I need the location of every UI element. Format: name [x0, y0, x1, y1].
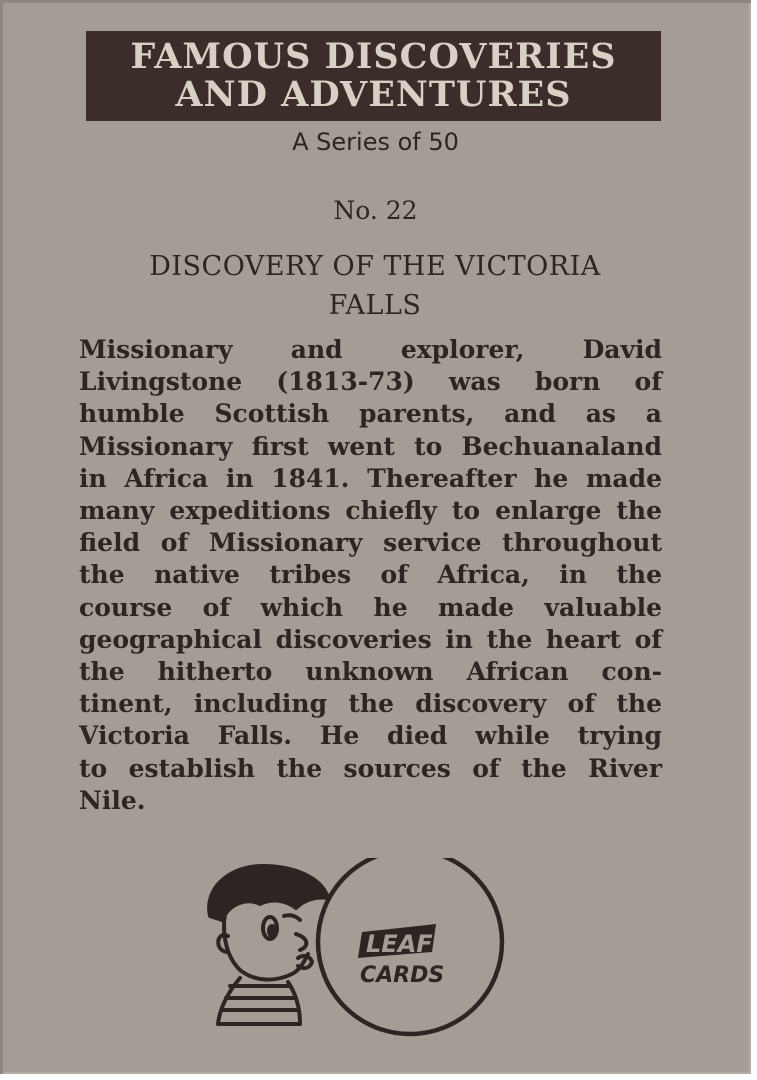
leaf-badge	[358, 924, 444, 988]
title-line-2: AND ADVENTURES	[175, 74, 572, 115]
body-line: geographical discoveries in the heart of	[79, 624, 662, 654]
body-line: the native tribes of Africa, in the	[79, 560, 662, 590]
logo-brand-leaf: LEAF	[366, 930, 433, 958]
body-line: humble Scottish parents, and as a	[79, 399, 662, 429]
body-line: Victoria Falls. He died while trying	[79, 721, 662, 751]
body-line: course of which he made valuable	[79, 592, 662, 622]
body-line: the hitherto unknown African con-	[79, 657, 662, 687]
body-line: Missionary and explorer, David	[79, 335, 662, 364]
card-number: No. 22	[333, 196, 418, 225]
title-line-1: FAMOUS DISCOVERIES	[130, 36, 617, 77]
boy-blowing-bubble-icon	[209, 858, 502, 1034]
series-label: A Series of 50	[292, 128, 459, 156]
logo-brand-cards: CARDS	[360, 963, 445, 988]
body-line: in Africa in 1841. Thereafter he made	[79, 463, 662, 493]
body-line: many expeditions chiefly to enlarge the	[79, 496, 662, 526]
body-line: field of Missionary service throughout	[79, 528, 662, 558]
title-banner	[86, 31, 661, 121]
leaf-cards-logo	[200, 858, 510, 1038]
body-text	[79, 334, 662, 817]
body-line: Nile.	[79, 785, 146, 815]
body-line: to establish the sources of the River	[79, 753, 662, 783]
card-heading	[80, 247, 670, 325]
body-line: Missionary first went to Bechuanaland	[79, 431, 662, 461]
body-line: Livingstone (1813-73) was born of	[79, 367, 662, 397]
body-line: tinent, including the discovery of the	[79, 689, 662, 719]
heading-line-2: FALLS	[328, 290, 422, 321]
heading-line-1: DISCOVERY OF THE VICTORIA	[149, 251, 601, 282]
